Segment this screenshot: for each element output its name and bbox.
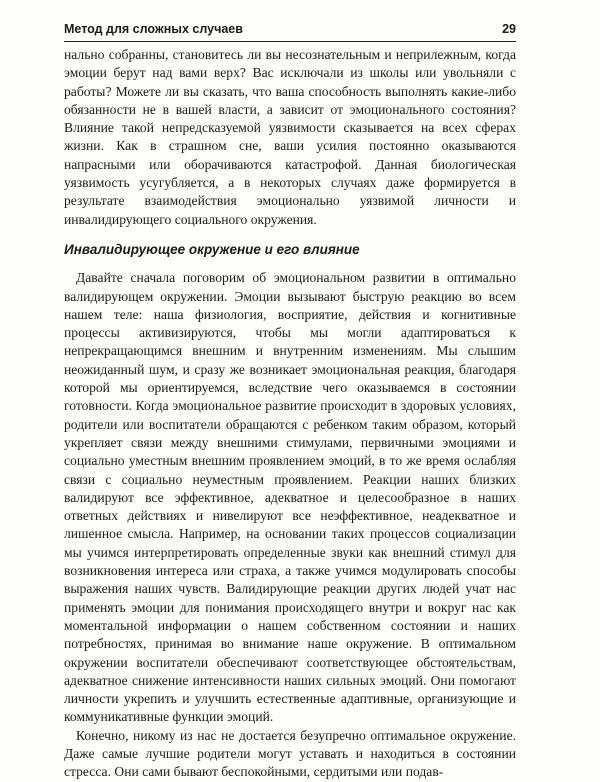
paragraph: Давайте сначала поговорим об эмоциональном развитии в оптимально валидирующем окружении. Эмоции вызывают быструю реакцию во всем нашем теле: наша физиология, восприятие, действия и когнитивные процессы активизируются, чтобы мы могли адаптироваться к непрекращающимся внешним и внутренним изменениям. Мы слышим неожиданный шум, и сразу же возникает эмоциональная реакция, благодаря которой мы ориентируемся, вследствие чего оказываемся в состоянии готовности. Когда эмоциональное развитие происходит в здоровых условиях, родители или воспитатели обращаются с ребенком таким образом, который укрепляет связи между внешними стимулами, первичными эмоциями и социально уместным внешним проявлением эмоций, в то же время ослабляя связи с социально неуместным проявлением. Реакции наших близких валидируют все эффективное, адекватное и целесообразное в наших ответных действиях и нивелируют все неэффективное, неадекватное и лишенное смысла. Например, на основании таких процессов социализации мы учимся интерпретировать определенные звуки как внешний стимул для возникновения интереса или страха, а также учимся модулировать способы выражения наших чувств. Валидирующие реакции других людей учат нас применять эмоции для понимания происходящего внутри и вокруг нас как моментальной информации о нашем собственном состоянии и наших потребностях, принимая во внимание наше окружение. В оптимальном окружении воспитатели обеспечивают соответствующее обстоятельствам, адекватное снижение интенсивности наших сильных эмоций. Они помогают личности укрепить и улучшить естественные адаптивные, организующие и коммуникативные функции эмоций. <box>64 270 516 725</box>
page-number: 29 <box>502 22 516 36</box>
chapter-title: Метод для сложных случаев <box>64 22 243 36</box>
running-head <box>64 22 516 42</box>
paragraph: Конечно, никому из нас не достается безупречно оптимальное окружение. Даже самые лучшие родители могут уставать и находиться в состоянии стресса. Они сами бывают беспокойными, сердитыми или подав- <box>64 727 516 780</box>
section-heading: Инвалидирующее окружение и его влияние <box>64 241 360 257</box>
body-text <box>64 46 516 782</box>
paragraph-continued: нально собранны, становитесь ли вы несознательным и неприлежным, когда эмоции берут над вами верх? Вас исключали из школы или увольняли с работы? Можете ли вы сказать, что ваша способность выполнять какие-либо обязанности не в вашей власти, а зависит от эмоционального состояния? Влияние такой непредсказуемой уязвимости сказывается на всех сферах жизни. Как в страшном сне, ваши усилия постоянно оказываются напрасными или оборачиваются катастрофой. Данная биологическая уязвимость усугубляется, а в некоторых случаях даже формируется в результате взаимодействия эмоционально уязвимой личности и инвалидирующего социального окружения. <box>64 47 516 227</box>
